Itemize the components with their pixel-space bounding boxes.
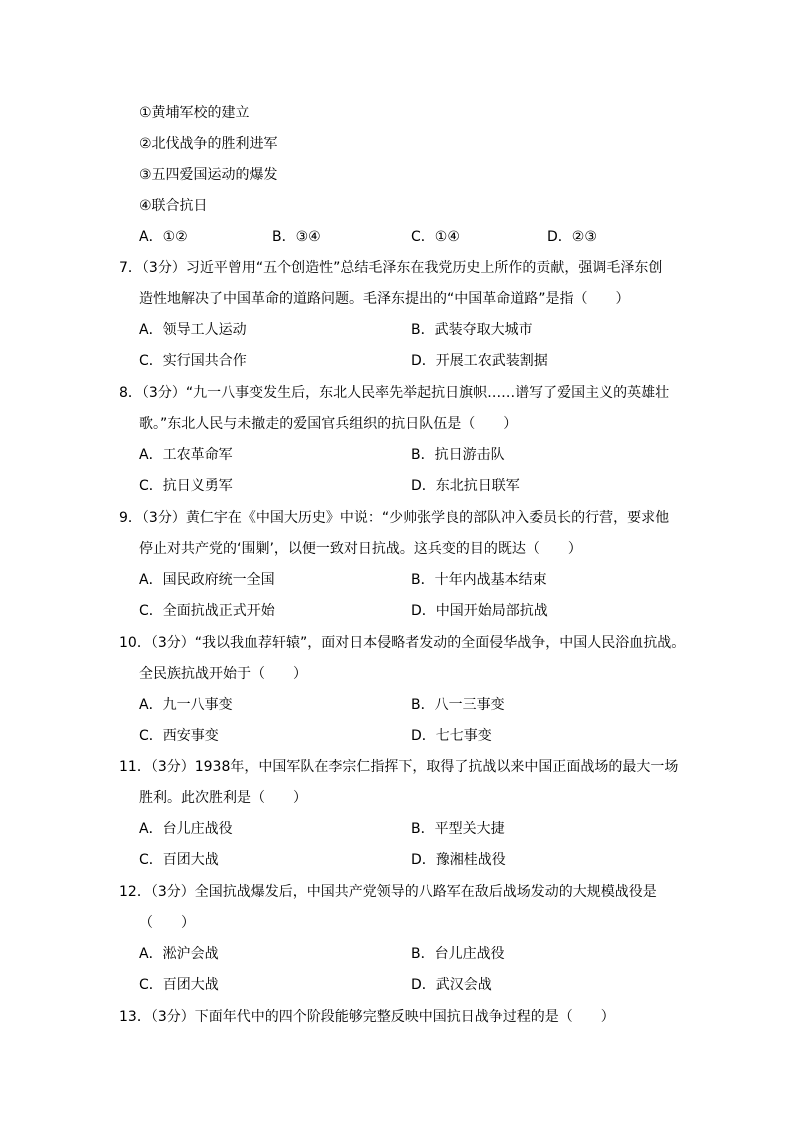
question-10-option-b: B．八一三事变 <box>411 697 505 713</box>
intro-item: ④联合抗日 <box>139 198 208 214</box>
question-9-stem-line-2: 停止对共产党的‘围剿’，以便一致对日抗战。这兵变的目的既达（ ） <box>139 541 582 557</box>
q6-option-c: C．①④ <box>411 229 460 245</box>
question-8-stem-line-2: 歌。”东北人民与未撤走的爱国官兵组织的抗日队伍是（ ） <box>139 416 518 432</box>
question-7-stem-line-1: 7．（3分）习近平曾用“五个创造性”总结毛泽东在我党历史上所作的贡献，强调毛泽东创 <box>119 260 663 276</box>
question-8-option-c: C．抗日义勇军 <box>139 478 233 494</box>
question-11-option-a: A．台儿庄战役 <box>139 821 233 837</box>
question-8-stem-line-1: 8．（3分）“九一八事变发生后，东北人民率先举起抗日旗帜……谱写了爱国主义的英雄壮 <box>119 385 670 401</box>
intro-item: ③五四爱国运动的爆发 <box>139 167 278 183</box>
question-8-option-a: A．工农革命军 <box>139 447 233 463</box>
question-9-stem-line-1: 9．（3分）黄仁宇在《中国大历史》中说：“少帅张学良的部队冲入委员长的行营，要求他 <box>119 510 670 526</box>
question-7-option-a: A．领导工人运动 <box>139 322 247 338</box>
question-9-option-d: D．中国开始局部抗战 <box>411 603 548 619</box>
question-7-stem-line-2: 造性地解决了中国革命的道路问题。毛泽东提出的“中国革命道路”是指（ ） <box>139 291 630 307</box>
question-10-option-d: D．七七事变 <box>411 728 492 744</box>
question-12-option-c: C．百团大战 <box>139 977 219 993</box>
question-9-option-b: B．十年内战基本结束 <box>411 572 547 588</box>
question-12-option-d: D．武汉会战 <box>411 977 492 993</box>
question-10-stem-line-1: 10．（3分）“我以我血荐轩辕”，面对日本侵略者发动的全面侵华战争，中国人民浴血抗战。 <box>119 635 686 651</box>
question-7-option-c: C．实行国共合作 <box>139 353 247 369</box>
question-7-option-b: B．武装夺取大城市 <box>411 322 533 338</box>
question-8-option-d: D．东北抗日联军 <box>411 478 520 494</box>
intro-item: ②北伐战争的胜利进军 <box>139 136 278 152</box>
question-12-option-b: B．台儿庄战役 <box>411 946 505 962</box>
question-11-stem-line-1: 11．（3分）1938年，中国军队在李宗仁指挥下，取得了抗战以来中国正面战场的最大一场 <box>119 759 679 775</box>
question-10-stem-line-2: 全民族抗战开始于（ ） <box>139 666 307 682</box>
question-11-option-c: C．百团大战 <box>139 852 219 868</box>
intro-item: ①黄埔军校的建立 <box>139 105 250 121</box>
q6-option-b: B．③④ <box>272 229 321 245</box>
question-12-option-a: A．淞沪会战 <box>139 946 219 962</box>
question-11-stem-line-2: 胜利。此次胜利是（ ） <box>139 790 307 806</box>
question-12-stem-line-2: （ ） <box>139 915 195 931</box>
question-10-option-a: A．九一八事变 <box>139 697 233 713</box>
question-8-option-b: B．抗日游击队 <box>411 447 505 463</box>
question-9-option-a: A．国民政府统一全国 <box>139 572 275 588</box>
question-9-option-c: C．全面抗战正式开始 <box>139 603 275 619</box>
question-11-option-d: D．豫湘桂战役 <box>411 852 506 868</box>
q6-option-a: A．①② <box>139 229 188 245</box>
q6-option-d: D．②③ <box>547 229 597 245</box>
question-13-stem-line-1: 13．（3分）下面年代中的四个阶段能够完整反映中国抗日战争过程的是（ ） <box>119 1009 615 1025</box>
question-10-option-c: C．西安事变 <box>139 728 219 744</box>
question-12-stem-line-1: 12．（3分）全国抗战爆发后，中国共产党领导的八路军在敌后战场发动的大规模战役是 <box>119 884 657 900</box>
question-7-option-d: D．开展工农武装割据 <box>411 353 548 369</box>
question-11-option-b: B．平型关大捷 <box>411 821 505 837</box>
